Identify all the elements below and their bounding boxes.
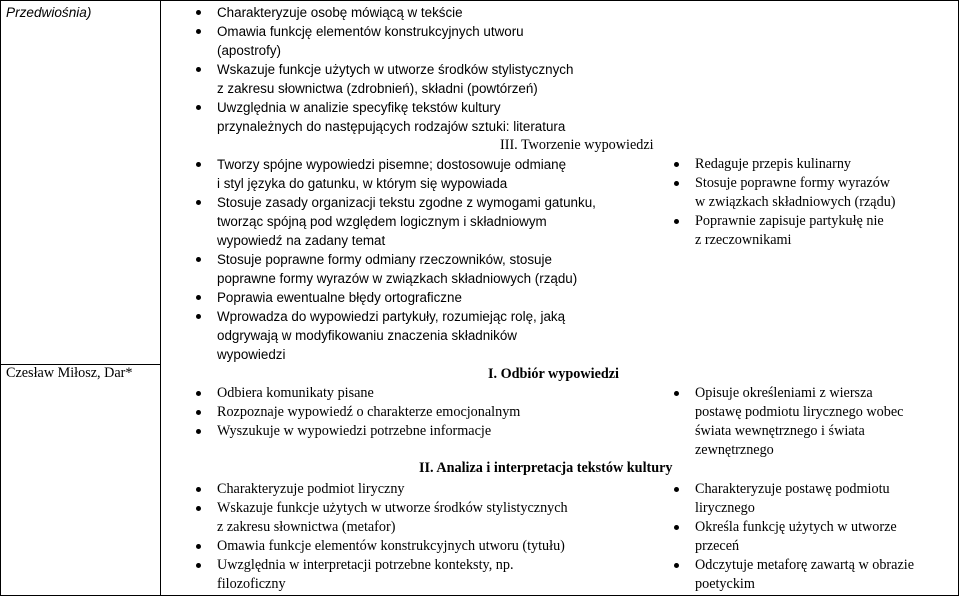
list-item-line: z zakresu słownictwa (zdrobnień), składni (powtórzeń) (217, 81, 538, 96)
list-item-line: świata wewnętrznego i świata (695, 423, 865, 439)
list-item-line: Charakteryzuje podmiot liryczny (217, 481, 405, 497)
list-item-line: Wyszukuje w wypowiedzi potrzebne informacje (217, 423, 492, 439)
list-item-line: Poprawia ewentualne błędy ortograficzne (217, 290, 462, 305)
list-item-line: Stosuje poprawne formy wyrazów (695, 175, 891, 191)
table-border-right (958, 0, 959, 596)
list-item (670, 155, 896, 174)
work-title-bottom: Czesław Miłosz, Dar* (6, 365, 133, 381)
list-item-line: Omawia funkcję elementów konstrukcyjnych utworu (217, 24, 524, 39)
list-item (192, 155, 596, 193)
section-title-reception: I. Odbiór wypowiedzi (488, 366, 619, 382)
list-item (670, 212, 896, 250)
list-item (192, 307, 596, 364)
list-item (192, 250, 596, 288)
list-item-line: tworząc spójną pod względem logicznym i składniowym (217, 214, 547, 229)
list-item-line: z rzeczownikami (695, 232, 792, 248)
list-item (670, 384, 903, 460)
creating-basic-list (192, 155, 596, 364)
table-border-left (0, 0, 1, 596)
list-item-line: Uwzględnia w interpretacji potrzebne konteksty, np. (217, 557, 514, 573)
list-item-line: przeceń (695, 538, 740, 554)
list-item (670, 518, 914, 556)
list-item-line: postawę podmiotu lirycznego wobec (695, 404, 904, 420)
reception-basic-list (192, 384, 520, 441)
top-requirements-list (192, 3, 573, 136)
list-item-line: Charakteryzuje postawę podmiotu (695, 481, 890, 497)
list-item-line: Omawia funkcje elementów konstrukcyjnych utworu (tytułu) (217, 538, 565, 554)
section-title-creating: III. Tworzenie wypowiedzi (500, 137, 654, 153)
list-item-line: w związkach składniowych (rządu) (695, 194, 896, 210)
list-item (192, 98, 573, 136)
list-item (192, 384, 520, 403)
work-title-top: Przedwiośnia) (6, 5, 92, 20)
creating-extended-list (670, 155, 896, 250)
list-item-line: Rozpoznaje wypowiedź o charakterze emocjonalnym (217, 404, 521, 420)
list-item-line: Opisuje określeniami z wiersza (695, 385, 873, 401)
list-item-line: Redaguje przepis kulinarny (695, 156, 852, 172)
column-divider (160, 0, 161, 596)
list-item-line: filozoficzny (217, 576, 286, 592)
analysis-extended-list (670, 480, 914, 594)
list-item-line: (apostrofy) (217, 43, 281, 58)
list-item-line: Odbiera komunikaty pisane (217, 385, 374, 401)
list-item (192, 422, 520, 441)
list-item (192, 60, 573, 98)
list-item-line: Wskazuje funkcje użytych w utworze środków stylistycznych (217, 62, 574, 77)
analysis-basic-list (192, 480, 568, 594)
section-title-analysis: II. Analiza i interpretacja tekstów kultury (419, 460, 673, 476)
list-item (192, 288, 596, 307)
list-item (192, 537, 568, 556)
list-item-line: Wprowadza do wypowiedzi partykuły, rozumiejąc rolę, jaką (217, 309, 566, 324)
list-item-line: Odczytuje metaforę zawartą w obrazie (695, 557, 914, 573)
list-item-line: Tworzy spójne wypowiedzi pisemne; dostosowuje odmianę (217, 157, 567, 172)
reception-extended-list (670, 384, 903, 460)
list-item-line: odgrywają w modyfikowaniu znaczenia składników (217, 328, 517, 343)
list-item (670, 556, 914, 594)
list-item-line: Stosuje poprawne formy odmiany rzeczowników, stosuje (217, 252, 552, 267)
list-item (192, 556, 568, 594)
list-item-line: zewnętrznego (695, 442, 774, 458)
list-item-line: poprawne formy wyrazów w związkach składniowych (rządu) (217, 271, 578, 286)
list-item (192, 480, 568, 499)
list-item-line: Charakteryzuje osobę mówiącą w tekście (217, 5, 463, 20)
table-border-top (0, 0, 959, 1)
list-item-line: przynależnych do następujących rodzajów sztuki: literatura (217, 119, 566, 134)
list-item-line: Uwzględnia w analizie specyfikę tekstów kultury (217, 100, 501, 115)
list-item (192, 3, 573, 22)
list-item-line: Określa funkcję użytych w utworze (695, 519, 897, 535)
list-item-line: Wskazuje funkcje użytych w utworze środków stylistycznych (217, 500, 568, 516)
list-item (192, 403, 520, 422)
list-item-line: z zakresu słownictwa (metafor) (217, 519, 396, 535)
list-item-line: Poprawnie zapisuje partykułę nie (695, 213, 884, 229)
list-item (192, 193, 596, 250)
list-item-line: poetyckim (695, 576, 755, 592)
list-item (192, 499, 568, 537)
list-item-line: lirycznego (695, 500, 755, 516)
list-item (670, 174, 896, 212)
list-item-line: wypowiedź na zadany temat (217, 233, 386, 248)
list-item (192, 22, 573, 60)
list-item (670, 480, 914, 518)
list-item-line: wypowiedzi (217, 347, 286, 362)
list-item-line: i styl języka do gatunku, w którym się wypowiada (217, 176, 508, 191)
list-item-line: Stosuje zasady organizacji tekstu zgodne z wymogami gatunku, (217, 195, 596, 210)
